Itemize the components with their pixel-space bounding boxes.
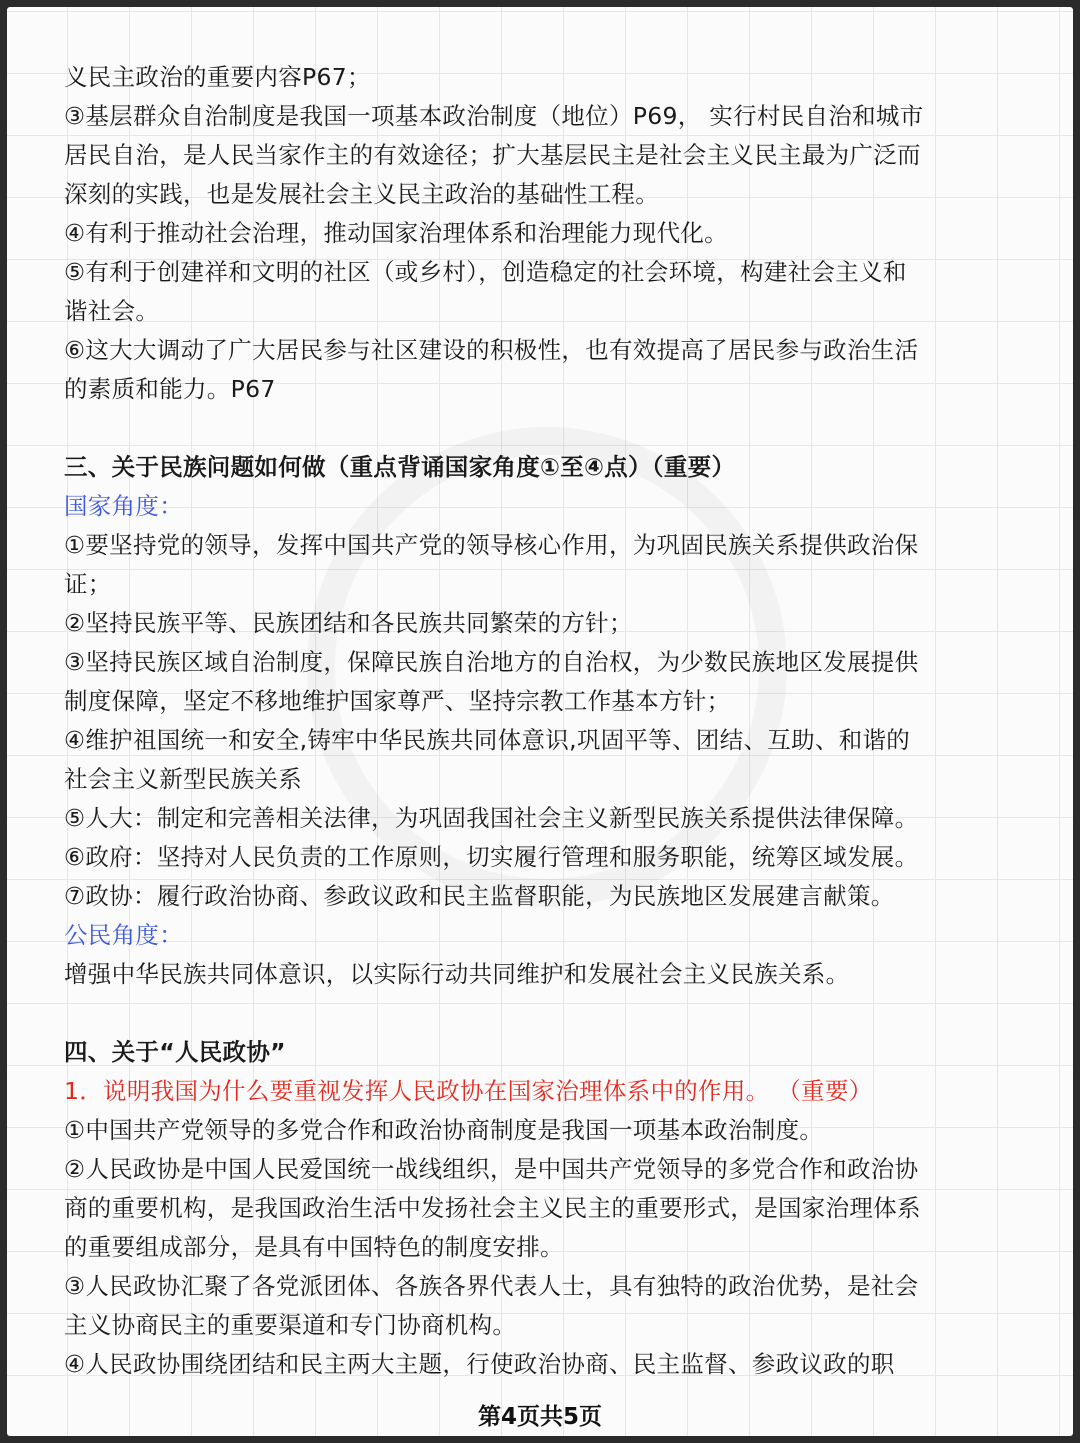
text-line: 增强中华民族共同体意识，以实际行动共同维护和发展社会主义民族关系。 [64, 960, 850, 988]
text-line: 社会主义新型民族关系 [64, 765, 302, 793]
text-line: 居民自治，是人民当家作主的有效途径；扩大基层民主是社会主义民主最为广泛而 [64, 141, 921, 169]
text-line: 主义协商民主的重要渠道和专门协商机构。 [64, 1311, 517, 1339]
text-line: ②人民政协是中国人民爱国统一战线组织，是中国共产党领导的多党合作和政治协 [64, 1155, 919, 1183]
blank-line [64, 994, 1014, 1033]
text-line: 证； [64, 570, 112, 598]
document-body [64, 58, 1014, 1384]
text-line: ③基层群众自治制度是我国一项基本政治制度（地位）P69， 实行村民自治和城市 [64, 102, 924, 130]
text-line: ⑥这大大调动了广大居民参与社区建设的积极性，也有效提高了居民参与政治生活 [64, 336, 919, 364]
text-line: ④有利于推动社会治理，推动国家治理体系和治理能力现代化。 [64, 219, 728, 247]
text-line: ⑦政协：履行政治协商、参政议政和民主监督职能，为民族地区发展建言献策。 [64, 882, 895, 910]
text-line: ③人民政协汇聚了各党派团体、各族各界代表人士，具有独特的政治优势，是社会 [64, 1272, 919, 1300]
section-heading: 三、关于民族问题如何做（重点背诵国家角度①至④点）（重要） [64, 453, 736, 481]
text-line: ⑤有利于创建祥和文明的社区（或乡村），创造稳定的社会环境，构建社会主义和 [64, 258, 907, 286]
text-line: 谐社会。 [64, 297, 160, 325]
text-line: ④人民政协围绕团结和民主两大主题，行使政治协商、民主监督、参政议政的职 [64, 1350, 895, 1378]
text-line: 商的重要机构，是我国政治生活中发扬社会主义民主的重要形式，是国家治理体系 [64, 1194, 921, 1222]
text-line: 深刻的实践，也是发展社会主义民主政治的基础性工程。 [64, 180, 659, 208]
text-line: ⑤人大：制定和完善相关法律，为巩固我国社会主义新型民族关系提供法律保障。 [64, 804, 919, 832]
text-line: ①要坚持党的领导，发挥中国共产党的领导核心作用，为巩固民族关系提供政治保 [64, 531, 919, 559]
text-line: 制度保障，坚定不移地维护国家尊严、坚持宗教工作基本方针； [64, 687, 731, 715]
page-number: 第4页共5页 [477, 1404, 602, 1430]
question-heading: 1．说明我国为什么要重视发挥人民政协在国家治理体系中的作用。 （重要） [64, 1077, 873, 1105]
section-heading: 四、关于“人民政协” [64, 1038, 286, 1066]
text-line: ⑥政府：坚持对人民负责的工作原则，切实履行管理和服务职能，统筹区域发展。 [64, 843, 919, 871]
text-line: ④维护祖国统一和安全,铸牢中华民族共同体意识,巩固平等、团结、互助、和谐的 [64, 726, 911, 754]
text-line: ③坚持民族区域自治制度，保障民族自治地方的自治权，为少数民族地区发展提供 [64, 648, 919, 676]
blank-line [64, 409, 1014, 448]
text-line: 的重要组成部分，是具有中国特色的制度安排。 [64, 1233, 564, 1261]
text-line: ②坚持民族平等、民族团结和各民族共同繁荣的方针； [64, 609, 633, 637]
sub-heading: 公民角度： [64, 921, 183, 949]
text-line: ①中国共产党领导的多党合作和政治协商制度是我国一项基本政治制度。 [64, 1116, 824, 1144]
sub-heading: 国家角度： [64, 492, 183, 520]
text-line: 的素质和能力。P67 [64, 375, 276, 403]
text-line: 义民主政治的重要内容P67； [64, 63, 371, 91]
